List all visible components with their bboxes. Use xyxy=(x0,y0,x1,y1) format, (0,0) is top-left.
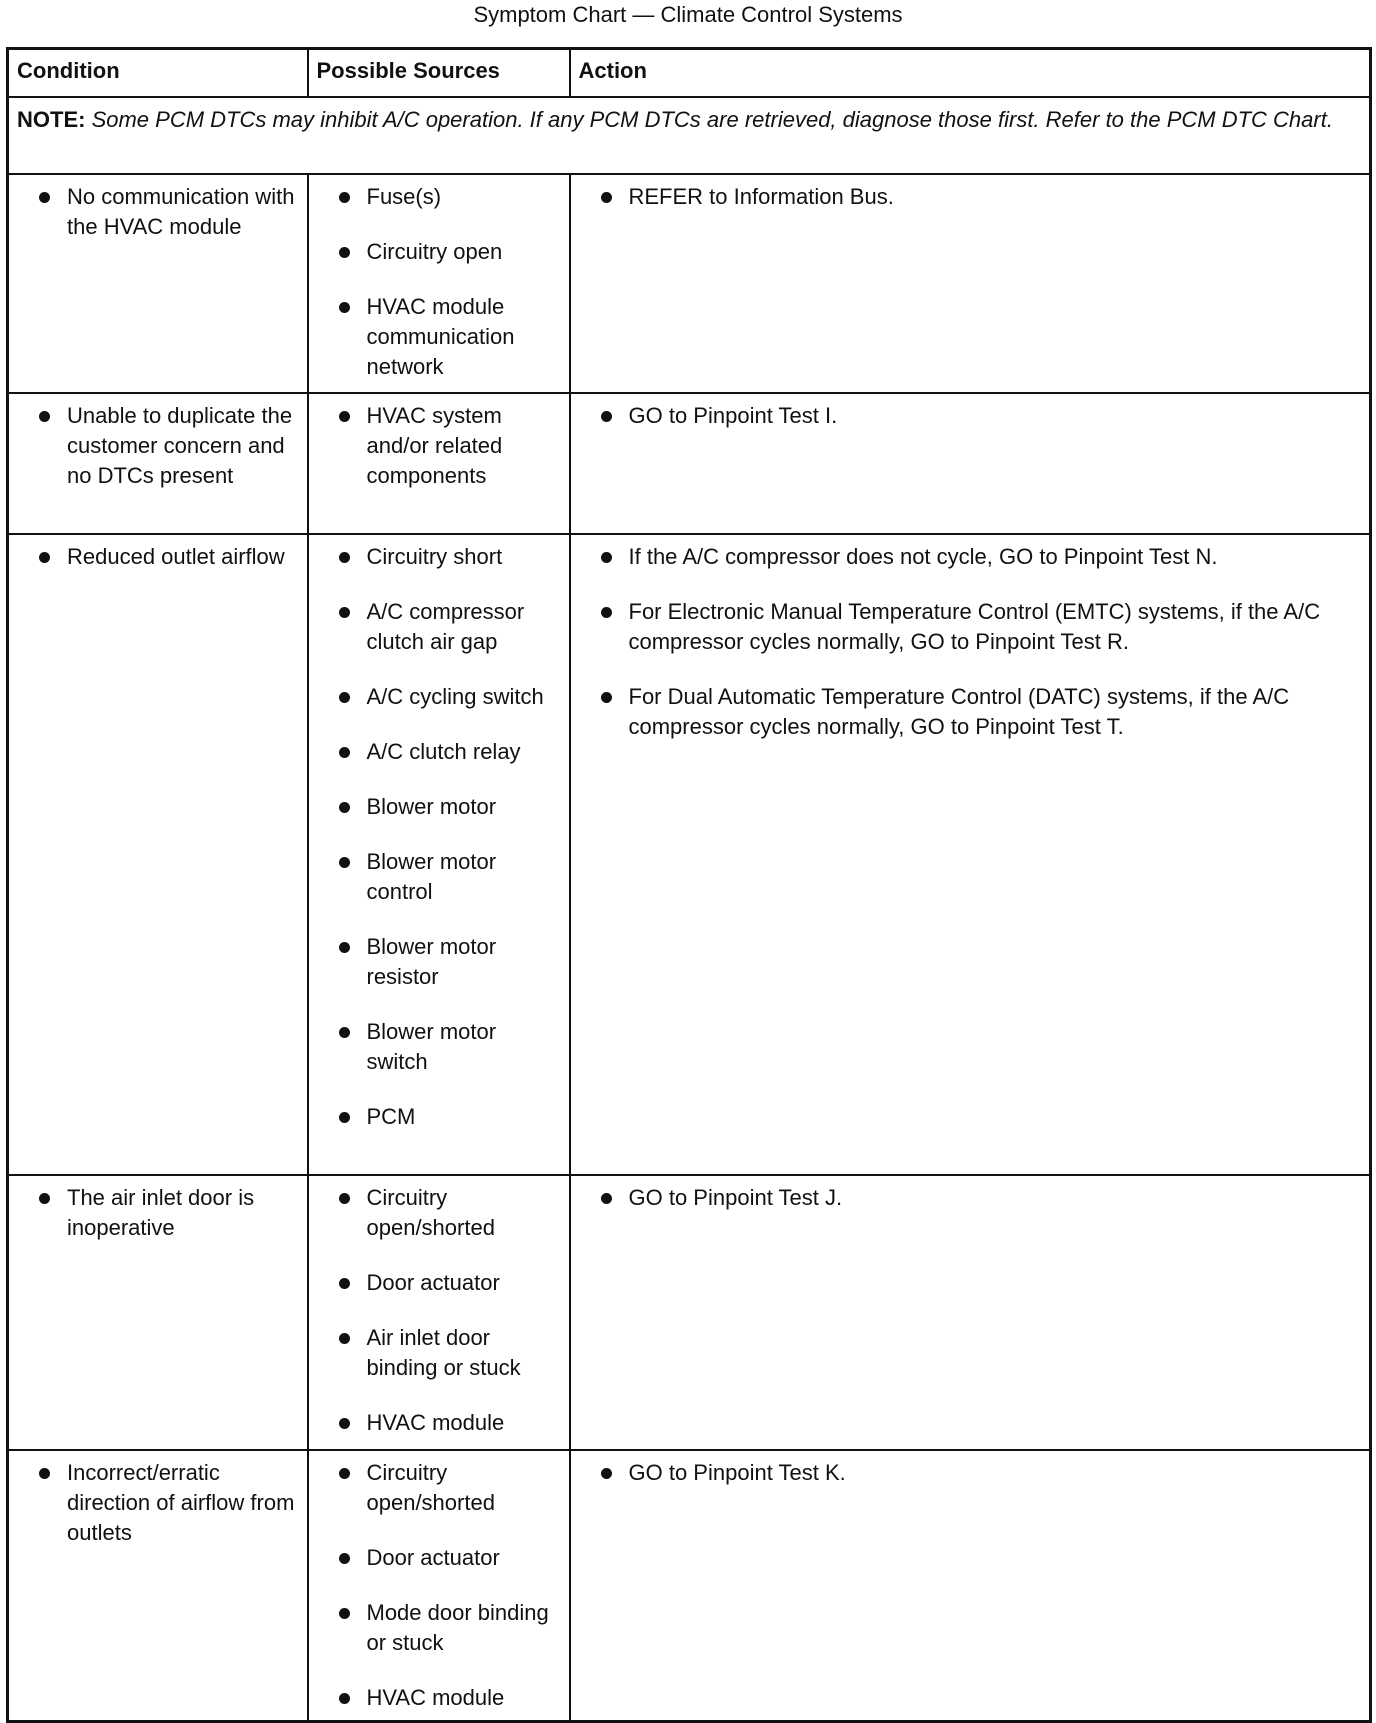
bullet-icon xyxy=(39,192,50,203)
bullet-icon xyxy=(601,1468,612,1479)
condition-item xyxy=(17,542,301,572)
source-list xyxy=(317,182,563,382)
action-list xyxy=(579,1458,1364,1488)
bullet-icon xyxy=(601,192,612,203)
bullet-icon xyxy=(601,607,612,618)
bullet-icon xyxy=(39,1468,50,1479)
source-list xyxy=(317,1183,563,1438)
action-item xyxy=(579,401,1364,431)
action-list xyxy=(579,401,1364,431)
table-row xyxy=(8,1175,1371,1450)
source-item xyxy=(317,682,563,712)
action-text: REFER to Information Bus. xyxy=(628,184,894,209)
source-text: Circuitry open/shorted xyxy=(366,1185,495,1240)
table-row xyxy=(8,1450,1371,1722)
bullet-icon xyxy=(339,942,350,953)
condition-item xyxy=(17,1458,301,1548)
condition-text: The air inlet door is inoperative xyxy=(67,1185,255,1240)
note-cell xyxy=(8,97,1371,174)
bullet-icon xyxy=(39,552,50,563)
source-text: Blower motor switch xyxy=(366,1019,497,1074)
source-text: PCM xyxy=(366,1104,416,1129)
header-condition: Condition xyxy=(8,49,308,98)
source-text: HVAC module communication network xyxy=(366,294,515,379)
sources-cell xyxy=(308,1175,570,1450)
source-item xyxy=(317,597,563,657)
source-text: A/C compressor clutch air gap xyxy=(366,599,525,654)
action-item xyxy=(579,542,1364,572)
header-possible-sources: Possible Sources xyxy=(308,49,570,98)
bullet-icon xyxy=(339,411,350,422)
condition-cell xyxy=(8,534,308,1175)
source-list xyxy=(317,542,563,1132)
action-cell xyxy=(570,174,1371,393)
page-title: Symptom Chart — Climate Control Systems xyxy=(473,2,903,27)
bullet-icon xyxy=(339,607,350,618)
source-text: Circuitry open/shorted xyxy=(366,1460,495,1515)
action-item xyxy=(579,1183,1364,1213)
source-text: A/C clutch relay xyxy=(366,739,521,764)
bullet-icon xyxy=(339,1278,350,1289)
source-item xyxy=(317,1683,563,1713)
source-text: Mode door binding or stuck xyxy=(366,1600,549,1655)
source-item xyxy=(317,542,563,572)
source-text: Blower motor control xyxy=(366,849,497,904)
action-item xyxy=(579,682,1364,742)
condition-cell xyxy=(8,174,308,393)
source-item xyxy=(317,1102,563,1132)
bullet-icon xyxy=(339,802,350,813)
condition-text: No communication with the HVAC module xyxy=(67,184,295,239)
source-item xyxy=(317,1268,563,1298)
note-row xyxy=(8,97,1371,174)
symptom-chart-table xyxy=(6,47,1372,1723)
condition-item xyxy=(17,182,301,242)
source-item xyxy=(317,292,563,382)
source-text: Blower motor xyxy=(366,794,497,819)
source-item xyxy=(317,792,563,822)
bullet-icon xyxy=(339,692,350,703)
action-item xyxy=(579,597,1364,657)
bullet-icon xyxy=(339,1553,350,1564)
source-text: HVAC module xyxy=(366,1410,505,1435)
bullet-icon xyxy=(339,1333,350,1344)
action-text: If the A/C compressor does not cycle, GO to Pinpoint Test N. xyxy=(628,544,1218,569)
bullet-icon xyxy=(39,411,50,422)
action-text: GO to Pinpoint Test J. xyxy=(628,1185,843,1210)
bullet-icon xyxy=(39,1193,50,1204)
source-text: Circuitry open xyxy=(366,239,503,264)
bullet-icon xyxy=(601,552,612,563)
action-list xyxy=(579,542,1364,742)
source-text: Blower motor resistor xyxy=(366,934,497,989)
note-text: Some PCM DTCs may inhibit A/C operation. If any PCM DTCs are retrieved, diagnose those first. Refer to the PCM DTC Chart. xyxy=(85,107,1333,132)
source-text: Fuse(s) xyxy=(366,184,442,209)
action-list xyxy=(579,1183,1364,1213)
condition-cell xyxy=(8,393,308,534)
source-item xyxy=(317,1598,563,1658)
bullet-icon xyxy=(601,411,612,422)
action-cell xyxy=(570,534,1371,1175)
bullet-icon xyxy=(339,1193,350,1204)
action-item xyxy=(579,182,1364,212)
bullet-icon xyxy=(339,302,350,313)
sources-cell xyxy=(308,534,570,1175)
table-row xyxy=(8,393,1371,534)
table-row xyxy=(8,174,1371,393)
source-item xyxy=(317,1323,563,1383)
source-item xyxy=(317,1183,563,1243)
source-item xyxy=(317,737,563,767)
condition-item xyxy=(17,401,301,491)
bullet-icon xyxy=(339,1468,350,1479)
bullet-icon xyxy=(339,192,350,203)
source-list xyxy=(317,401,563,491)
bullet-icon xyxy=(339,1112,350,1123)
action-cell xyxy=(570,1175,1371,1450)
source-text: Door actuator xyxy=(366,1270,500,1295)
source-item xyxy=(317,237,563,267)
source-item xyxy=(317,182,563,212)
bullet-icon xyxy=(339,247,350,258)
action-text: For Dual Automatic Temperature Control (DATC) systems, if the A/C compressor cycles normally, GO to Pinpoint Test T. xyxy=(628,684,1290,739)
action-text: For Electronic Manual Temperature Control (EMTC) systems, if the A/C compressor cycles normally, GO to Pinpoint Test R. xyxy=(628,599,1321,654)
action-cell xyxy=(570,1450,1371,1722)
source-item xyxy=(317,401,563,491)
source-item xyxy=(317,1458,563,1518)
condition-text: Reduced outlet airflow xyxy=(67,544,285,569)
source-item xyxy=(317,1543,563,1573)
sources-cell xyxy=(308,1450,570,1722)
source-item xyxy=(317,1408,563,1438)
bullet-icon xyxy=(339,1027,350,1038)
bullet-icon xyxy=(601,1193,612,1204)
bullet-icon xyxy=(339,857,350,868)
condition-item xyxy=(17,1183,301,1243)
bullet-icon xyxy=(339,1693,350,1704)
header-row xyxy=(8,49,1371,98)
bullet-icon xyxy=(339,747,350,758)
header-action: Action xyxy=(570,49,1371,98)
condition-cell xyxy=(8,1450,308,1722)
source-text: A/C cycling switch xyxy=(366,684,544,709)
source-list xyxy=(317,1458,563,1713)
source-text: Door actuator xyxy=(366,1545,500,1570)
action-list xyxy=(579,182,1364,212)
condition-cell xyxy=(8,1175,308,1450)
action-text: GO to Pinpoint Test I. xyxy=(628,403,838,428)
source-item xyxy=(317,1017,563,1077)
note-label: NOTE: xyxy=(17,107,86,132)
source-text: HVAC module xyxy=(366,1685,505,1710)
sources-cell xyxy=(308,174,570,393)
source-text: Air inlet door binding or stuck xyxy=(366,1325,521,1380)
action-cell xyxy=(570,393,1371,534)
source-item xyxy=(317,847,563,907)
bullet-icon xyxy=(339,1608,350,1619)
condition-text: Incorrect/erratic direction of airflow from outlets xyxy=(67,1460,295,1545)
bullet-icon xyxy=(601,692,612,703)
sources-cell xyxy=(308,393,570,534)
source-text: HVAC system and/or related components xyxy=(366,403,503,488)
condition-text: Unable to duplicate the customer concern and no DTCs present xyxy=(67,403,293,488)
table-row xyxy=(8,534,1371,1175)
bullet-icon xyxy=(339,1418,350,1429)
source-item xyxy=(317,932,563,992)
action-text: GO to Pinpoint Test K. xyxy=(628,1460,846,1485)
source-text: Circuitry short xyxy=(366,544,503,569)
action-item xyxy=(579,1458,1364,1488)
bullet-icon xyxy=(339,552,350,563)
